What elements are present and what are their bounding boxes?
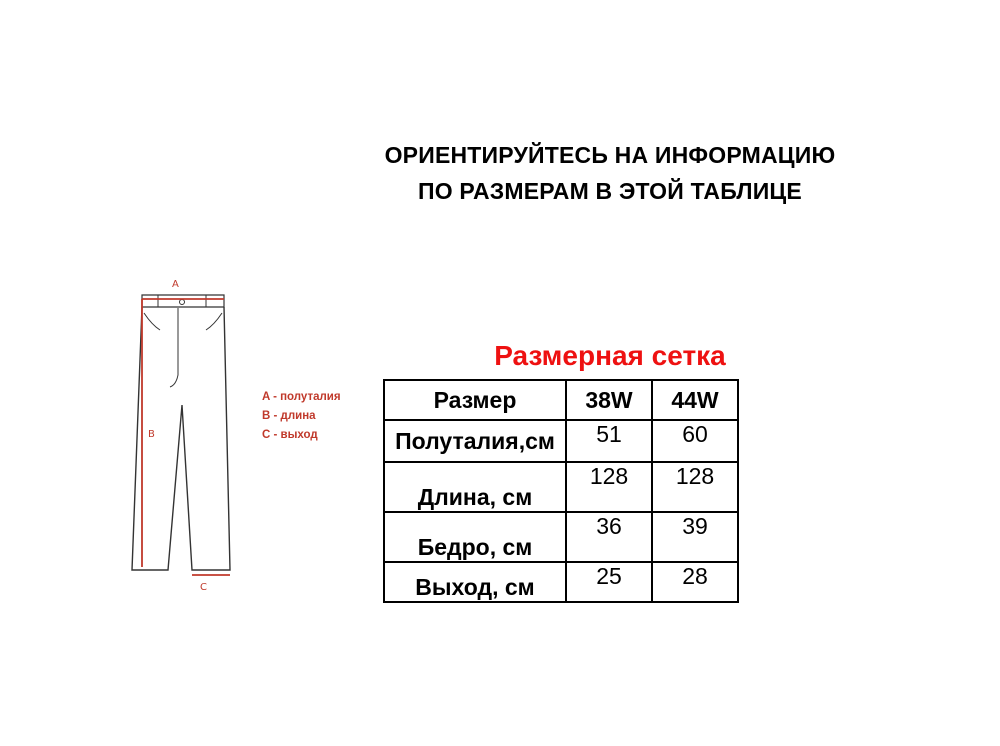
heading-line-1: ОРИЕНТИРУЙТЕСЬ НА ИНФОРМАЦИЮ (384, 142, 836, 168)
header-col-38w: 38W (566, 380, 652, 420)
row-label: Полуталия,см (384, 420, 566, 462)
row-label: Длина, см (384, 462, 566, 512)
row-label: Бедро, см (384, 512, 566, 562)
table-row (384, 462, 738, 512)
cell-value: 128 (566, 462, 652, 512)
cell-value: 28 (652, 562, 738, 602)
cell-value: 39 (652, 512, 738, 562)
cell-value: 36 (566, 512, 652, 562)
table-row (384, 562, 738, 602)
cell-value: 25 (566, 562, 652, 602)
header-size-label: Размер (384, 380, 566, 420)
row-label: Выход, см (384, 562, 566, 602)
cell-value: 51 (566, 420, 652, 462)
table-header-row (384, 380, 738, 420)
diagram-label-a: A (172, 279, 179, 290)
size-chart-title: Размерная сетка (494, 340, 726, 371)
legend-c: C - выход (262, 429, 318, 441)
header-col-44w: 44W (652, 380, 738, 420)
pants-diagram (118, 275, 248, 595)
cell-value: 60 (652, 420, 738, 462)
legend-b: B - длина (262, 410, 316, 422)
table-row (384, 420, 738, 462)
diagram-label-b: B (148, 429, 155, 440)
cell-value: 128 (652, 462, 738, 512)
heading-line-2: ПО РАЗМЕРАМ В ЭТОЙ ТАБЛИЦЕ (418, 178, 802, 204)
size-table (383, 379, 739, 603)
table-row (384, 512, 738, 562)
diagram-legend (262, 388, 341, 445)
diagram-label-c: C (200, 582, 207, 593)
legend-a: A - полуталия (262, 391, 341, 403)
